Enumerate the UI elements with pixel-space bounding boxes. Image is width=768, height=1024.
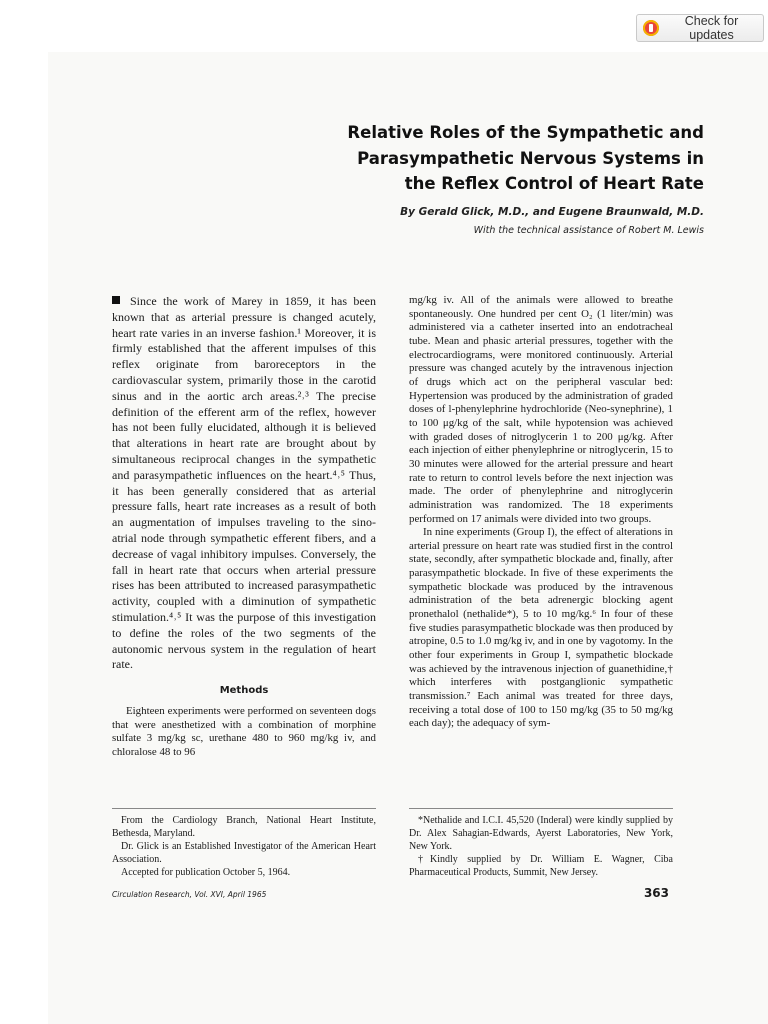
drug-footnotes xyxy=(409,814,673,879)
author-byline: By Gerald Glick, M.D., and Eugene Braunwald, M.D. xyxy=(400,206,704,218)
affiliation-footnotes xyxy=(112,814,376,879)
check-for-updates-button[interactable] xyxy=(636,14,764,42)
intro-paragraph xyxy=(112,294,376,673)
methods-paragraph: Eighteen experiments were performed on seventeen dogs that were anesthetized with a combination of morphine sulfate 3 mg/kg sc, urethane 480 to 960 mg/kg iv, and chloralose 48 to 96 xyxy=(112,704,376,759)
title-line: the Reflex Control of Heart Rate xyxy=(404,174,704,193)
page-number: 363 xyxy=(643,886,669,900)
footnote-divider xyxy=(409,808,673,809)
body-paragraph: In nine experiments (Group I), the effect of alterations in arterial pressure on heart rate was studied first in the control state, secondly, after sympathetic blockade and, finally, after parasympathetic blockade. In five of these experiments the sympathetic blockade was produced by the intravenous administration of the beta adrenergic blocking agent pronethalol (nethalide*), 5 to 10 mg/kg.⁶ In four of these five studies parasympathetic blockade was then produced by atropine, 0.5 to 1.0 mg/kg iv, and in one by vagotomy. In the other four experiments in Group I, sympathetic blockade was achieved by the intravenous injection of guanethidine,† which interferes with postganglionic sympathetic transmission.⁷ Each animal was treated for three days, receiving a total dose of 100 to 150 mg/kg (35 to 50 mg/kg each day); the adequacy of sym- xyxy=(409,526,674,730)
left-column xyxy=(112,294,376,760)
intro-text: Since the work of Marey in 1859, it has been known that as arterial pressure is changed acutely, heart rate varies in an inverse fashion.¹ Moreover, it is firmly established that the afferent impulses of this reflex originate from baroreceptors in the cardiovascular system, primarily those in the carotid sinus and in the aortic arch areas.²˒³ The precise definition of the efferent arm of the reflex, however has not been fully elucidated, although it is believed that alterations in heart rate are brought about by simultaneous reciprocal changes in the sympathetic and parasympathetic influences on the heart.⁴˒⁵ Thus, it has been generally considered that as arterial pressure falls, heart rate increases as a result of both an augmentation of impulses traveling to the sino-atrial node through sympathetic efferent fibers, and a decrease of vagal inhibitory impulses. Conversely, the fall in heart rate that occurs when arterial pressure rises has been attributed to increased parasympathetic activity, coupled with a diminution of sympathetic stimulation.⁴˒⁵ It was the purpose of this investigation to define the roles of the two segments of the autonomic nervous system in the regulation of heart rate. xyxy=(112,294,376,672)
journal-reference: Circulation Research, Vol. XVI, April 1965 xyxy=(112,890,267,899)
article-title xyxy=(144,120,704,197)
technical-assistance-line: With the technical assistance of Robert M. Lewis xyxy=(473,225,704,236)
methods-heading: Methods xyxy=(219,685,269,697)
footnote-divider xyxy=(112,808,376,809)
title-line: Parasympathetic Nervous Systems in xyxy=(357,148,704,168)
crossmark-icon xyxy=(643,20,659,36)
right-column xyxy=(409,294,673,731)
footnote: Accepted for publication October 5, 1964. xyxy=(121,867,291,878)
title-line: Relative Roles of the Sympathetic and xyxy=(347,123,704,142)
footnote: *Nethalide and I.C.I. 45,520 (Inderal) were kindly supplied by Dr. Alex Sahagian-Edwards, Ayerst Laboratories, New York, New York. xyxy=(409,815,673,852)
body-paragraph: mg/kg iv. All of the animals were allowed to breathe spontaneously. One hundred per cent O₂ (1 liter/min) was administered via a catheter inserted into an endotracheal tube. Mean and phasic arterial pressures, together with the electrocardiograms, were monitored continuously. Arterial pressure was changed acutely by the intravenous injection of drugs which act on the peripheral vascular bed: Hypertension was produced by the administration of graded doses of l-phenylephrine hydrochloride (Neo-synephrine), 1 to 100 μg/kg of the salt, while hypotension was achieved with graded doses of nitroglycerin 1 to 200 μg/kg. After each injection of either phenylephrine or nitroglycerin, 15 to 30 minutes were allowed for the arterial pressure and heart rate to return to control levels before the next injection was made. The order of phenylephrine and nitroglycerin administration was randomized. The 18 experiments performed on 17 animals were divided into two groups. xyxy=(409,294,673,525)
footnote: Dr. Glick is an Established Investigator of the American Heart Association. xyxy=(112,841,376,865)
footnote: †Kindly supplied by Dr. William E. Wagner, Ciba Pharmaceutical Products, Summit, New Jersey. xyxy=(409,854,673,878)
section-start-square-icon xyxy=(112,296,120,304)
check-for-updates-label: Check for updates xyxy=(684,14,739,42)
footnote: From the Cardiology Branch, National Heart Institute, Bethesda, Maryland. xyxy=(112,815,376,839)
